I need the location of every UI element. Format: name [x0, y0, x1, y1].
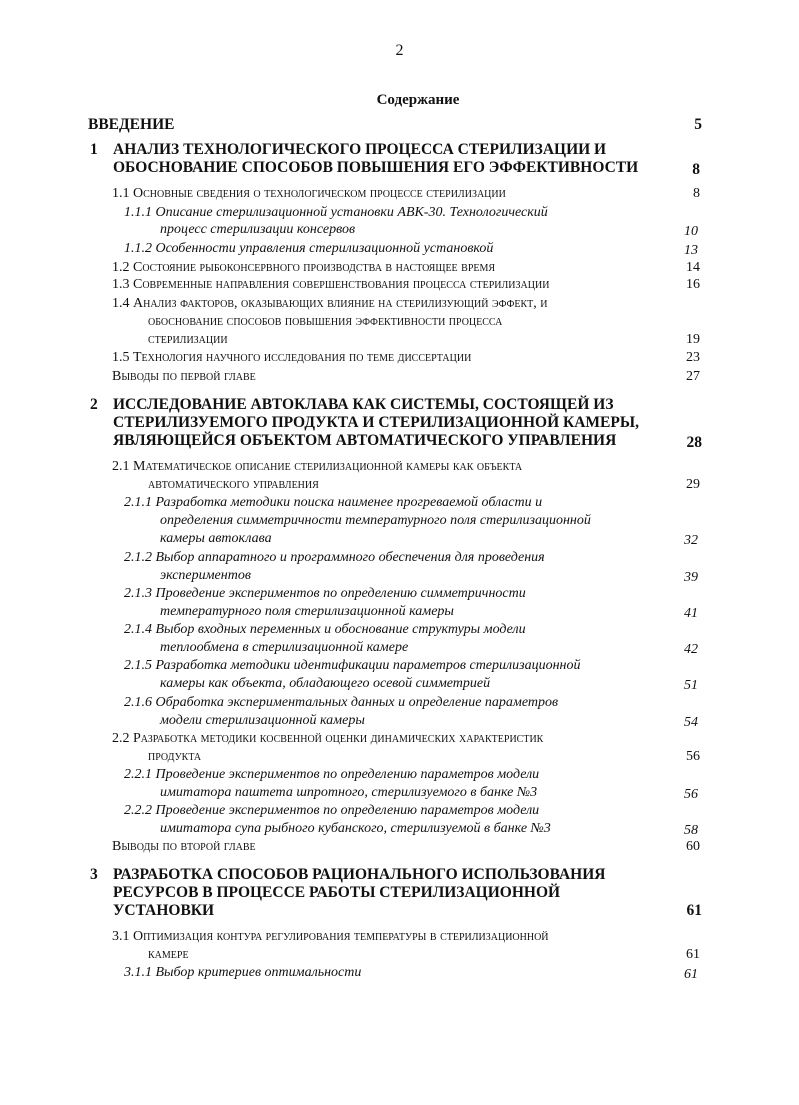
- section-2-1-line2: автоматического управления: [148, 477, 319, 492]
- section-2-1-2-page: 39: [684, 570, 698, 585]
- section-3-1-1: 3.1.1 Выбор критериев оптимальности: [124, 965, 362, 980]
- section-2-2-2-page: 58: [684, 823, 698, 838]
- conclusions-1: Выводы по первой главе: [112, 369, 256, 384]
- section-2-1-5-page: 51: [684, 678, 698, 693]
- section-2-1-1-line2: определения симметричности температурного поля стерилизационной: [160, 513, 591, 528]
- section-2-1-6-page: 54: [684, 715, 698, 730]
- section-1-1: 1.1 Основные сведения о технологическом процессе стерилизации: [112, 186, 506, 201]
- section-2-2-1-page: 56: [684, 787, 698, 802]
- section-1-1-page: 8: [693, 186, 700, 201]
- chapter-1-title-line2: ОБОСНОВАНИЕ СПОСОБОВ ПОВЫШЕНИЯ ЕГО ЭФФЕКТИВНОСТИ: [113, 159, 639, 176]
- chapter-1-number: 1: [90, 141, 98, 158]
- section-1-1-2-page: 13: [684, 243, 698, 258]
- section-2-1-3-line2: температурного поля стерилизационной камеры: [160, 604, 454, 619]
- section-2-1-3-line1: 2.1.3 Проведение экспериментов по определению симметричности: [124, 586, 526, 601]
- chapter-3-title-line3: УСТАНОВКИ: [113, 902, 215, 919]
- section-2-2-page: 56: [686, 749, 700, 764]
- section-2-2-2-line2: имитатора супа рыбного кубанского, стерилизуемой в банке №3: [160, 821, 551, 836]
- section-2-1-2-line1: 2.1.2 Выбор аппаратного и программного обеспечения для проведения: [124, 550, 545, 565]
- chapter-2-number: 2: [90, 396, 98, 413]
- section-3-1-line2: камере: [148, 947, 189, 962]
- chapter-2-page: 28: [686, 434, 702, 451]
- section-2-1-1-line3: камеры автоклава: [160, 531, 272, 546]
- section-2-2-line2: продукта: [148, 749, 202, 764]
- section-3-1-1-page: 61: [684, 967, 698, 982]
- chapter-1-page: 8: [692, 161, 700, 178]
- section-1-4-line3: стерилизации: [148, 332, 228, 347]
- toc-intro-page: 5: [694, 116, 702, 133]
- section-2-1-4-page: 42: [684, 642, 698, 657]
- chapter-3-number: 3: [90, 866, 98, 883]
- section-2-1-2-line2: экспериментов: [160, 568, 251, 583]
- page-number: 2: [395, 42, 404, 59]
- section-2-1-6-line2: модели стерилизационной камеры: [160, 713, 365, 728]
- section-1-3-page: 16: [686, 277, 700, 292]
- section-3-1-page: 61: [686, 947, 700, 962]
- section-3-1-line1: 3.1 Оптимизация контура регулирования температуры в стерилизационной: [112, 929, 549, 944]
- section-1-3: 1.3 Современные направления совершенствования процесса стерилизации: [112, 277, 550, 292]
- section-2-2-1-line1: 2.2.1 Проведение экспериментов по определению параметров модели: [124, 767, 540, 782]
- section-2-1-6-line1: 2.1.6 Обработка экспериментальных данных и определение параметров: [124, 695, 559, 710]
- section-1-2-page: 14: [686, 260, 700, 275]
- chapter-2-title-line2: СТЕРИЛИЗУЕМОГО ПРОДУКТА И СТЕРИЛИЗАЦИОННОЙ КАМЕРЫ,: [113, 414, 639, 431]
- section-1-5-page: 23: [686, 350, 700, 365]
- toc-title: Содержание: [376, 92, 460, 108]
- section-2-1-1-line1: 2.1.1 Разработка методики поиска наименее прогреваемой области и: [124, 495, 543, 510]
- section-1-1-1-line1: 1.1.1 Описание стерилизационной установки АВК-30. Технологический: [124, 205, 548, 220]
- chapter-2-title-line1: ИССЛЕДОВАНИЕ АВТОКЛАВА КАК СИСТЕМЫ, СОСТОЯЩЕЙ ИЗ: [113, 396, 614, 413]
- section-2-2-1-line2: имитатора паштета шпротного, стерилизуемого в банке №3: [160, 785, 538, 800]
- chapter-1-title-line1: АНАЛИЗ ТЕХНОЛОГИЧЕСКОГО ПРОЦЕССА СТЕРИЛИЗАЦИИ И: [113, 141, 607, 158]
- section-2-2-line1: 2.2 Разработка методики косвенной оценки динамических характеристик: [112, 731, 544, 746]
- chapter-3-title-line1: РАЗРАБОТКА СПОСОБОВ РАЦИОНАЛЬНОГО ИСПОЛЬЗОВАНИЯ: [113, 866, 606, 883]
- chapter-2-title-line3: ЯВЛЯЮЩЕЙСЯ ОБЪЕКТОМ АВТОМАТИЧЕСКОГО УПРАВЛЕНИЯ: [113, 432, 617, 449]
- section-1-1-2: 1.1.2 Особенности управления стерилизационной установкой: [124, 241, 494, 256]
- section-1-1-1-page: 10: [684, 224, 698, 239]
- section-2-1-line1: 2.1 Математическое описание стерилизационной камеры как объекта: [112, 459, 523, 474]
- toc-intro: ВВЕДЕНИЕ: [88, 116, 175, 133]
- section-1-5: 1.5 Технология научного исследования по теме диссертации: [112, 350, 472, 365]
- section-1-4-page: 19: [686, 332, 700, 347]
- section-1-4-line2: обоснование способов повышения эффективности процесса: [148, 314, 503, 329]
- section-2-1-5-line2: камеры как объекта, обладающего осевой симметрией: [160, 676, 491, 691]
- conclusions-2: Выводы по второй главе: [112, 839, 256, 854]
- chapter-3-title-line2: РЕСУРСОВ В ПРОЦЕССЕ РАБОТЫ СТЕРИЛИЗАЦИОННОЙ: [113, 884, 561, 901]
- section-2-1-4-line1: 2.1.4 Выбор входных переменных и обоснование структуры модели: [124, 622, 526, 637]
- chapter-3-page: 61: [686, 902, 702, 919]
- section-2-1-1-page: 32: [684, 533, 698, 548]
- section-2-1-page: 29: [686, 477, 700, 492]
- section-1-1-1-line2: процесс стерилизации консервов: [160, 222, 356, 237]
- section-2-2-2-line1: 2.2.2 Проведение экспериментов по определению параметров модели: [124, 803, 540, 818]
- section-1-4-line1: 1.4 Анализ факторов, оказывающих влияние на стерилизующий эффект, и: [112, 296, 548, 311]
- conclusions-1-page: 27: [686, 369, 700, 384]
- conclusions-2-page: 60: [686, 839, 700, 854]
- section-2-1-4-line2: теплообмена в стерилизационной камере: [160, 640, 409, 655]
- section-2-1-5-line1: 2.1.5 Разработка методики идентификации параметров стерилизационной: [124, 658, 581, 673]
- section-2-1-3-page: 41: [684, 606, 698, 621]
- section-1-2: 1.2 Состояние рыбоконсервного производства в настоящее время: [112, 260, 496, 275]
